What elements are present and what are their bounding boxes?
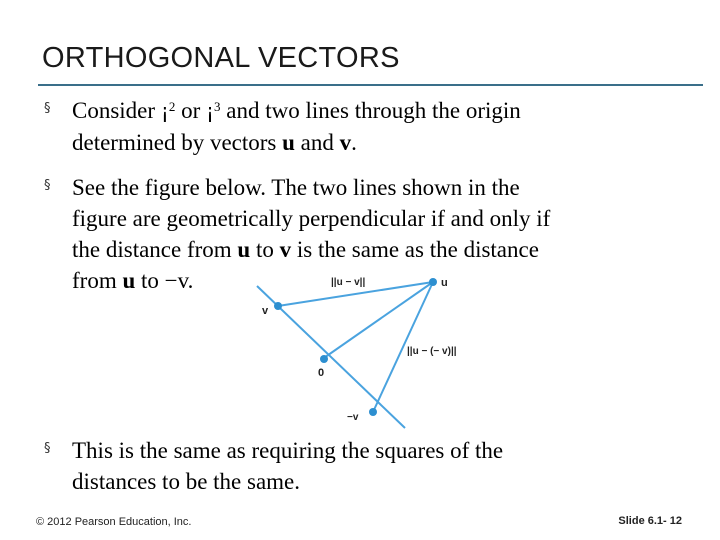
point-u [429,278,437,286]
slide-title: ORTHOGONAL VECTORS [42,42,400,74]
label-distance-u-minus-neg-v: ||u − (− v)|| [407,346,457,357]
vector-u: u [282,130,295,155]
space-symbol-r2: ¡ [160,99,169,123]
bullet-2-line-1: See the figure below. The two lines shown in the [72,175,520,200]
orthogonal-vectors-figure [255,262,515,432]
bullet-2-line-2: figure are geometrically perpendicular if and only if [72,206,551,231]
bullet-1-line-2-prefix: determined by vectors [72,130,277,155]
bullet-marker: § [44,441,51,456]
vector-v: v [339,130,352,155]
negative-v: −v [164,268,188,293]
slide-number: Slide 6.1- 12 [618,515,682,527]
bullet-3-line-1: This is the same as requiring the squares of the [72,438,504,463]
bullet-2-line-4-prefix: from [72,268,117,293]
consider-word: Consider [72,98,156,123]
bullet-3-text [72,435,672,497]
vector-u: u [237,237,251,262]
to-word: to [255,237,274,262]
period: . [187,268,194,293]
point-v [274,302,282,310]
and-word: and [300,130,334,155]
vector-u: u [122,268,136,293]
label-u: u [441,277,448,289]
bullet-3-line-2: distances to be the same. [72,469,301,494]
bullet-marker: § [44,178,51,193]
copyright-footer: © 2012 Pearson Education, Inc. [36,516,192,528]
label-origin: 0 [318,367,325,379]
bullet-1-line-1-rest: and two lines through the origin [226,98,521,123]
or-word: or [181,98,201,123]
bullet-1-text [72,95,672,158]
exponent-2: 2 [168,99,176,114]
point-origin [320,355,328,363]
label-distance-u-minus-v: ||u − v|| [331,277,366,288]
point-neg-v [369,408,377,416]
vector-v: v [279,237,292,262]
period: . [351,130,357,155]
label-neg-v: −v [347,412,359,423]
bullet-2-line-3-suffix: is the same as the distance [296,237,539,262]
bullet-2-line-3-prefix: the distance from [72,237,232,262]
exponent-3: 3 [214,99,221,114]
label-v: v [262,305,269,317]
space-symbol-r3: ¡ [206,99,215,123]
to-word: to [141,268,159,293]
bullet-marker: § [44,101,51,116]
title-underline [38,84,703,86]
